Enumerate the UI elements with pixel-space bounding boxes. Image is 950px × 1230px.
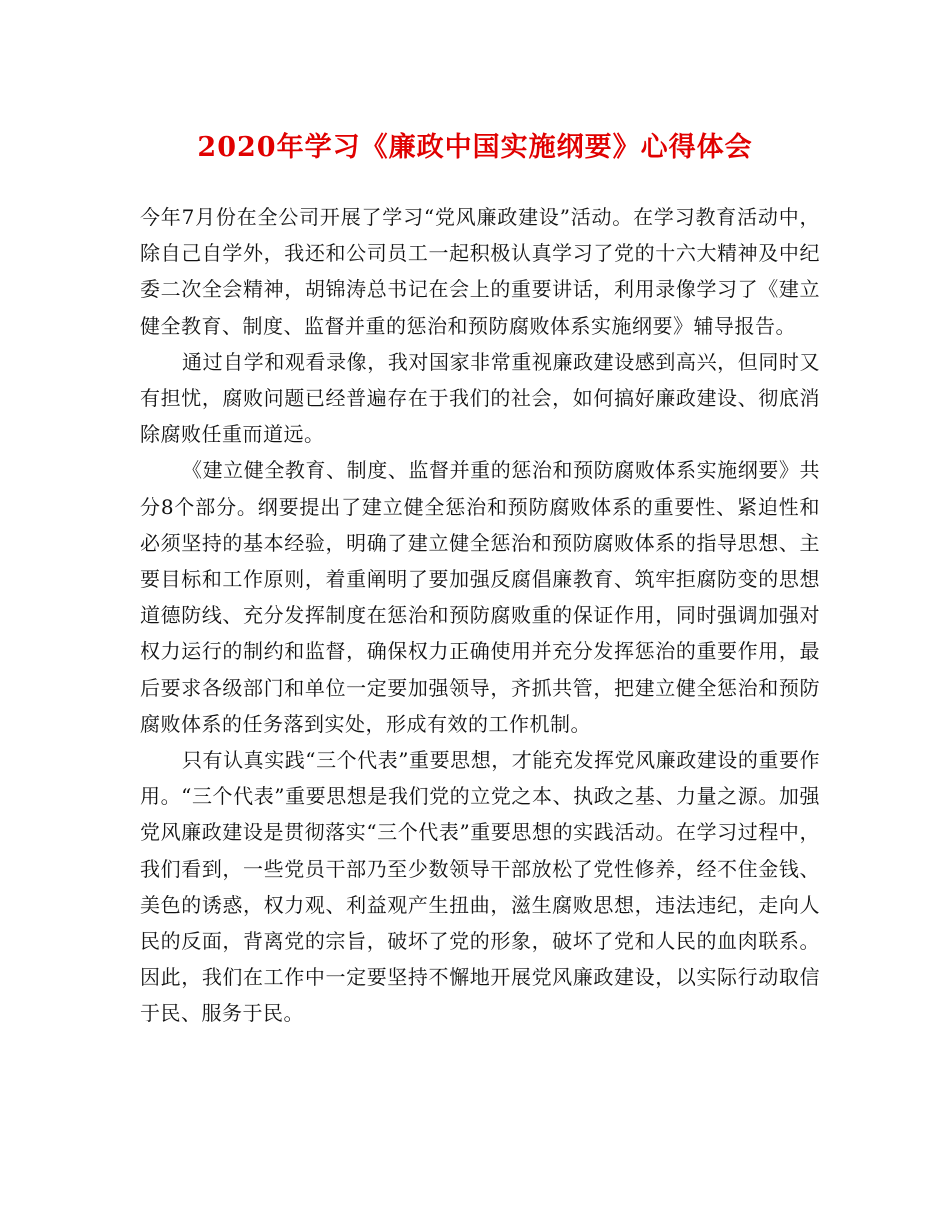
paragraph-4: 只有认真实践“三个代表”重要思想，才能充发挥党风廉政建设的重要作用。“三个代表”重要思想是我们党的立党之本、执政之基、力量之源。加强党风廉政建设是贯彻落实“三个代表”重要思想的实践活动。在学习过程中，我们看到，一些党员干部乃至少数领导干部放松了党性修养，经不住金钱、美色的诱惑，权力观、利益观产生扭曲，滋生腐败思想，违法违纪，走向人民的反面，背离党的宗旨，破坏了党的形象，破坏了党和人民的血肉联系。因此，我们在工作中一定要坚持不懈地开展党风廉政建设，以实际行动取信于民、服务于民。 [140,748,820,1026]
paragraph-3: 《建立健全教育、制度、监督并重的惩治和预防腐败体系实施纲要》共分8个部分。纲要提出了建立健全惩治和预防腐败体系的重要性、紧迫性和必须坚持的基本经验，明确了建立健全惩治和预防腐败体系的指导思想、主要目标和工作原则，着重阐明了要加强反腐倡廉教育、筑牢拒腐防变的思想道德防线、充分发挥制度在惩治和预防腐败重的保证作用，同时强调加强对权力运行的制约和监督，确保权力正确使用并充分发挥惩治的重要作用，最后要求各级部门和单位一定要加强领导，齐抓共管，把建立健全惩治和预防腐败体系的任务落到实处，形成有效的工作机制。 [140,458,820,736]
document-title: 2020年学习《廉政中国实施纲要》心得体会 [197,132,753,163]
paragraph-1: 今年7月份在全公司开展了学习“党风廉政建设”活动。在学习教育活动中，除自己自学外，我还和公司员工一起积极认真学习了党的十六大精神及中纪委二次全会精神，胡锦涛总书记在会上的重要讲话，利用录像学习了《建立健全教育、制度、监督并重的惩治和预防腐败体系实施纲要》辅导报告。 [140,205,820,338]
document-body [140,199,820,1032]
paragraph-2: 通过自学和观看录像，我对国家非常重视廉政建设感到高兴，但同时又有担忧，腐败问题已经普遍存在于我们的社会，如何搞好廉政建设、彻底消除腐败任重而道远。 [140,349,820,447]
